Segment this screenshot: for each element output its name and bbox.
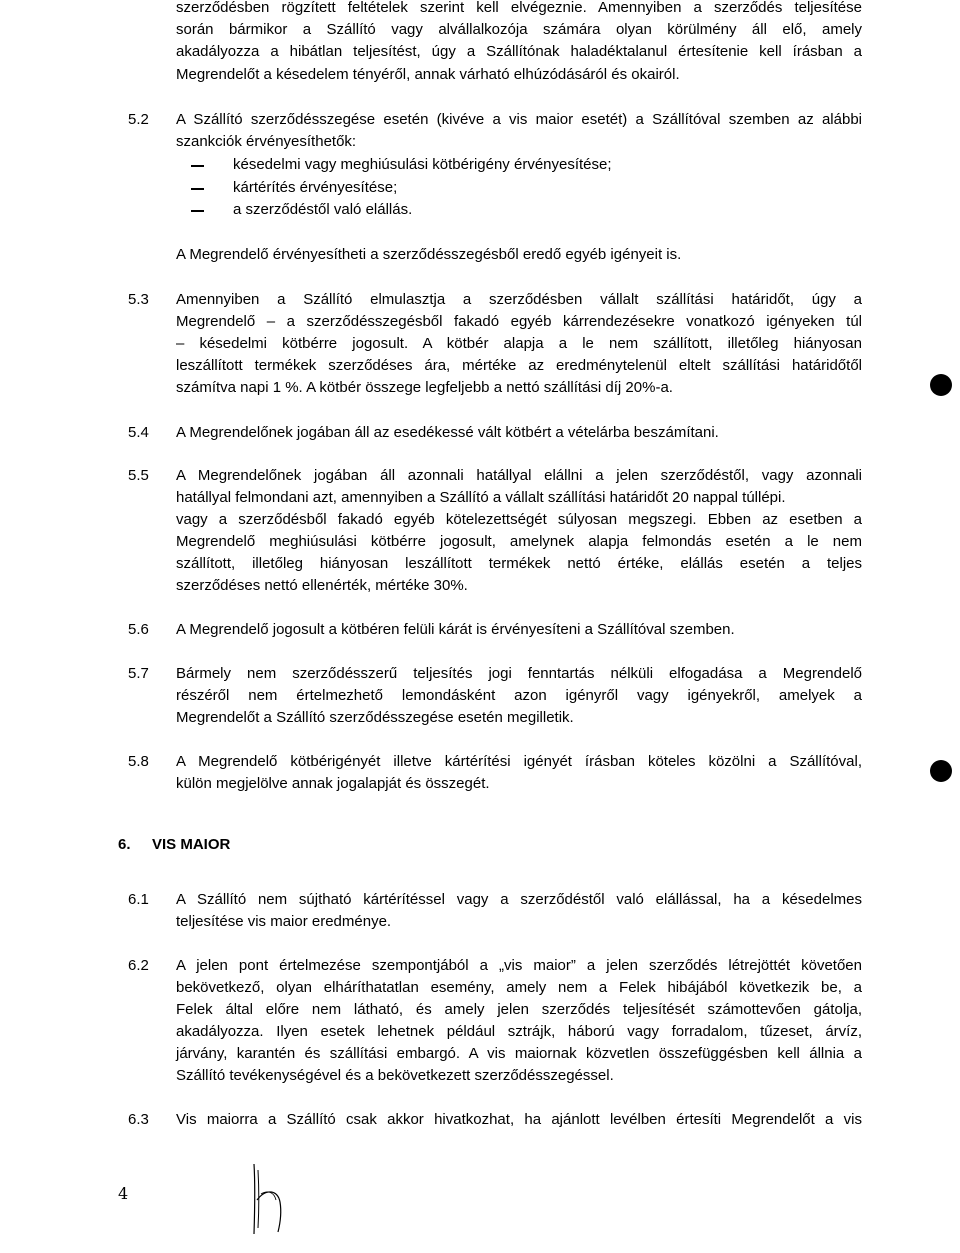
section-5-8-line-1: A Megrendelő kötbérigényét illetve kártérítési igényét írásban köteles közölni a Szállítóval, (176, 753, 862, 770)
bullet-dash (191, 188, 204, 190)
section-6-2-number: 6.2 (128, 957, 149, 974)
section-5-6-line-1: A Megrendelő jogosult a kötbéren felüli kárát is érvényesíteni a Szállítóval szemben. (176, 621, 735, 638)
section-5-5-line-4: Megrendelő meghiúsulási kötbérre jogosult, amelynek alapja felmondás esetén a le nem (176, 533, 862, 550)
intro-line-4: Megrendelőt a késedelem tényéről, annak várható elhúzódásáról és okairól. (176, 66, 680, 83)
section-5-4-number: 5.4 (128, 424, 149, 441)
section-5-4-line-1: A Megrendelőnek jogában áll az esedékessé vált kötbért a vételárba beszámítani. (176, 424, 719, 441)
section-5-2-line-1: A Szállító szerződésszegése esetén (kivéve a vis maior esetét) a Szállítóval szemben az alábbi (176, 111, 862, 128)
section-5-7-line-1: Bármely nem szerződésszerű teljesítés jogi fenntartás nélküli elfogadása a Megrendelő (176, 665, 862, 682)
section-5-8-line-2: külön megjelölve annak jogalapját és összegét. (176, 775, 490, 792)
section-6-number: 6. (118, 836, 131, 853)
section-5-7-line-3: Megrendelőt a Szállító szerződésszegése esetén megilletik. (176, 709, 574, 726)
section-5-6-number: 5.6 (128, 621, 149, 638)
section-5-7-line-2: részéről nem értelmezhető lemondásként azon igényről vagy igényekről, amelyek a (176, 687, 862, 704)
section-6-3-line-1: Vis maiorra a Szállító csak akkor hivatkozhat, ha ajánlott levélben értesíti Megrendelőt a vis (176, 1111, 862, 1128)
section-5-3-line-2: Megrendelő – a szerződésszegésből fakadó egyéb kárrendezésekre vonatkozó igényeken túl (176, 313, 862, 330)
section-5-3-line-3: – késedelmi kötbérre jogosult. A kötbér alapja a le nem szállított, illetőleg hiányosan (176, 335, 862, 352)
section-6-2-line-3: Felek által előre nem látható, és amely jelen szerződés teljesítését számottevően gátolja, (176, 1001, 862, 1018)
bullet-dash (191, 210, 204, 212)
section-6-2-line-2: bekövetkező, olyan elháríthatatlan esemény, amely nem a Felek hibájából következik be, a (176, 979, 862, 996)
section-6-1-number: 6.1 (128, 891, 149, 908)
intro-line-2: során bármikor a Szállító vagy alvállalkozója számára olyan körülmény áll elő, amely (176, 21, 862, 38)
section-6-3-number: 6.3 (128, 1111, 149, 1128)
margin-dot (930, 760, 952, 782)
page-number: 4 (118, 1184, 129, 1203)
section-5-5-line-3: vagy a szerződésből fakadó egyéb kötelezettségét súlyosan megszegi. Ebben az esetben a (176, 511, 862, 528)
section-5-3-number: 5.3 (128, 291, 149, 308)
section-5-3-line-1: Amennyiben a Szállító elmulasztja a szerződésben vállalt szállítási határidőt, úgy a (176, 291, 862, 308)
section-5-8-number: 5.8 (128, 753, 149, 770)
section-5-2-after: A Megrendelő érvényesítheti a szerződésszegésből eredő egyéb igényeit is. (176, 246, 682, 263)
section-6-title: VIS MAIOR (152, 836, 231, 853)
bullet-dash (191, 165, 204, 167)
section-5-5-line-6: szerződéses nettó ellenérték, mértéke 30%. (176, 577, 468, 594)
intro-line-1: szerződésben rögzített feltételek szerint kell elvégeznie. Amennyiben a szerződés teljesítése (176, 0, 862, 16)
section-5-2-line-2: szankciók érvényesíthetők: (176, 133, 357, 150)
margin-dot (930, 374, 952, 396)
section-6-2-line-5: járvány, karantén és szállítási embargó. A vis maiornak közvetlen összefüggésben kell állnia a (176, 1045, 862, 1062)
handwritten-signature (240, 1160, 300, 1240)
section-6-1-line-2: teljesítése vis maior eredménye. (176, 913, 392, 930)
section-6-2-line-1: A jelen pont értelmezése szempontjából a „vis maior” a jelen szerződés létrejöttét követően (176, 957, 862, 974)
section-5-3-line-4: leszállított termékek szerződéses ára, mértéke az eredménytelenül eltelt szállítási határidőtől (176, 357, 862, 374)
section-5-5-number: 5.5 (128, 467, 149, 484)
section-5-2-bullet-3: a szerződéstől való elállás. (233, 201, 413, 218)
section-5-5-line-2: hatállyal felmondani azt, amennyiben a Szállító a vállalt szállítási határidőt 20 nappal túllépi. (176, 489, 786, 506)
intro-line-3: akadályozza a hibátlan teljesítést, úgy a Szállítónak haladéktalanul értesítenie kell írásban a (176, 43, 862, 60)
section-6-2-line-6: Szállító tevékenységével és a bekövetkezett szerződésszegéssel. (176, 1067, 614, 1084)
section-5-7-number: 5.7 (128, 665, 149, 682)
section-6-2-line-4: akadályozza. Ilyen esetek lehetnek például sztrájk, háború vagy forradalom, tűzeset, árvíz, (176, 1023, 862, 1040)
section-5-5-line-5: szállított, illetőleg hiányosan leszállított termékek nettó értéke, elállás esetén a teljes (176, 555, 862, 572)
section-5-2-number: 5.2 (128, 111, 149, 128)
section-5-3-line-5: számítva napi 1 %. A kötbér összege legfeljebb a nettó szállítási díj 20%-a. (176, 379, 673, 396)
section-5-5-line-1: A Megrendelőnek jogában áll azonnali hatállyal elállni a jelen szerződéstől, vagy azonnali (176, 467, 862, 484)
section-5-2-bullet-1: késedelmi vagy meghiúsulási kötbérigény érvényesítése; (233, 156, 612, 173)
section-5-2-bullet-2: kártérítés érvényesítése; (233, 179, 398, 196)
section-6-1-line-1: A Szállító nem sújtható kártérítéssel vagy a szerződéstől való elállással, ha a késedelmes (176, 891, 862, 908)
